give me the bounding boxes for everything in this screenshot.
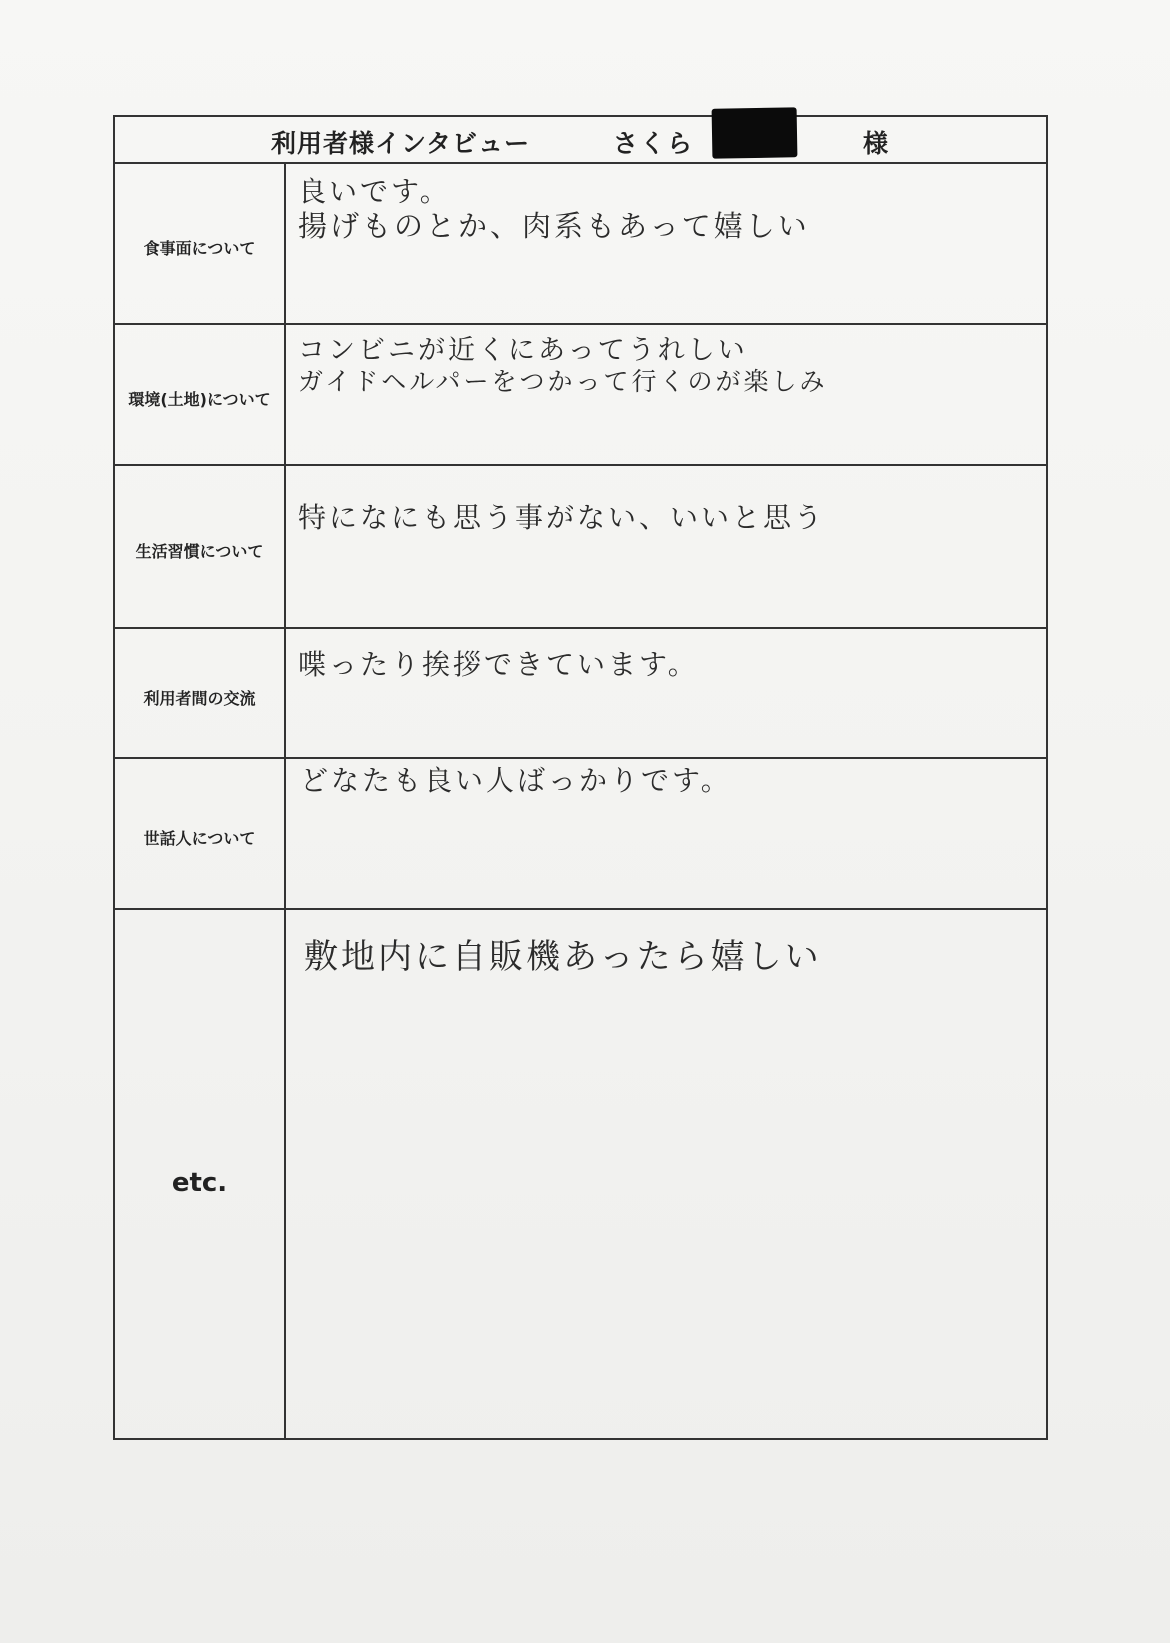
answer-lifestyle: [286, 466, 1046, 629]
answer-meals: [286, 164, 1046, 325]
label-caretaker: 世話人について: [115, 759, 286, 910]
label-environment: 環境(土地)について: [115, 325, 286, 466]
answer-etc: [286, 910, 1046, 1438]
honorific-suffix: 様: [863, 129, 889, 158]
redaction-mark: [712, 107, 798, 158]
handwritten-line: コンビニが近くにあってうれしい: [298, 335, 748, 366]
label-etc: etc.: [115, 910, 286, 1438]
label-meals: 食事面について: [115, 164, 286, 325]
handwritten-line: 良いです。: [298, 175, 451, 208]
resident-name: さくら: [613, 129, 695, 158]
handwritten-line: 喋ったり挨拶できています。: [298, 648, 699, 681]
form-header: [115, 117, 1046, 164]
form-title: 利用者様インタビュー: [271, 129, 531, 158]
handwritten-line: ガイドヘルパーをつかって行くのが楽しみ: [298, 367, 828, 396]
handwritten-line: 特になにも思う事がない、いいと思う: [298, 501, 826, 534]
label-resident-interaction: 利用者間の交流: [115, 629, 286, 759]
label-lifestyle: 生活習慣について: [115, 466, 286, 629]
handwritten-line: 敷地内に自販機あったら嬉しい: [304, 937, 822, 977]
interview-form-table: [113, 115, 1048, 1440]
answer-resident-interaction: [286, 629, 1046, 759]
answer-caretaker: [286, 759, 1046, 910]
handwritten-line: 揚げものとか、肉系もあって嬉しい: [298, 209, 810, 243]
handwritten-line: どなたも良い人ばっかりです。: [300, 764, 732, 797]
answer-environment: [286, 325, 1046, 466]
